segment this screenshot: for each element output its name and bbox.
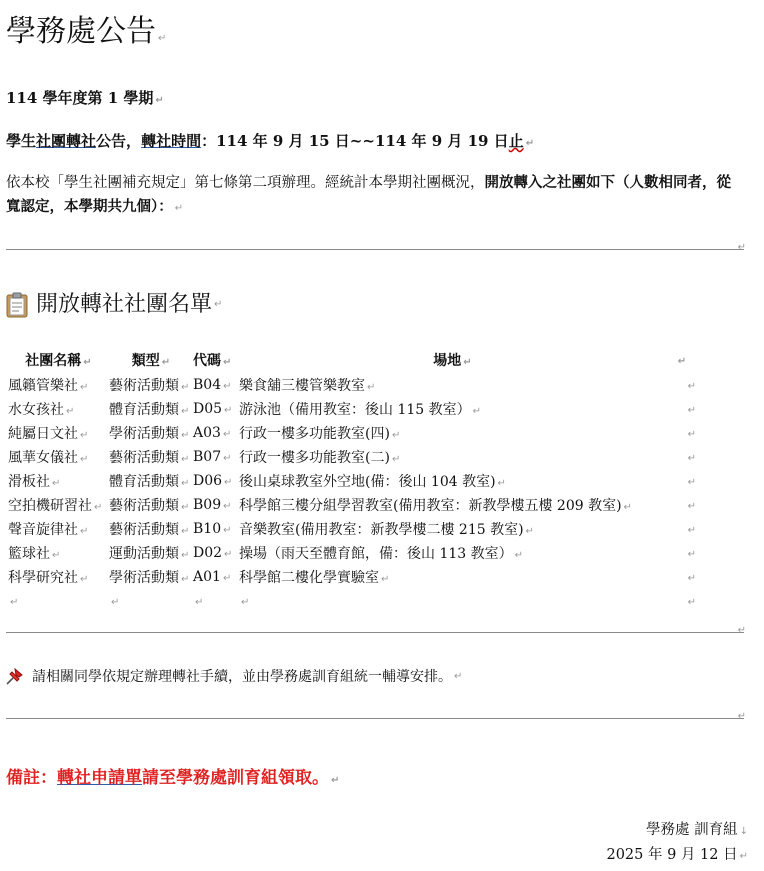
cell-mark-icon: ↵ bbox=[181, 430, 190, 441]
row-end-mark bbox=[666, 421, 696, 445]
club-venue-cell bbox=[239, 445, 666, 469]
row-end-mark-icon: ↵ bbox=[687, 573, 696, 584]
row-end-mark bbox=[666, 541, 696, 565]
paragraph-mark-icon: ↵ bbox=[214, 299, 223, 310]
club-venue-cell-text: 科學館二樓化學實驗室 bbox=[239, 570, 379, 586]
club-type-cell-text: 藝術活動類 bbox=[109, 498, 179, 514]
row-end-mark bbox=[666, 373, 696, 397]
cell-mark-icon: ↵ bbox=[224, 477, 233, 488]
transfer-notice-word: 公告 bbox=[96, 132, 127, 150]
cell-mark-icon: ↵ bbox=[111, 597, 120, 608]
semester-line bbox=[6, 87, 164, 108]
club-name-cell-text: 風籟管樂社 bbox=[8, 378, 78, 394]
cell-mark-icon: ↵ bbox=[223, 525, 232, 536]
cell-mark-icon: ↵ bbox=[83, 357, 92, 368]
club-code-cell bbox=[193, 373, 239, 397]
cell-mark-icon: ↵ bbox=[514, 550, 524, 561]
signature-date-text: 2025 年 9 月 12 日 bbox=[606, 847, 738, 863]
club-venue-cell bbox=[239, 541, 666, 565]
section-title bbox=[6, 288, 222, 322]
paragraph-mark-icon: ↵ bbox=[739, 851, 748, 862]
club-name-cell bbox=[6, 493, 109, 517]
cell-mark-icon: ↵ bbox=[80, 382, 89, 393]
row-end-mark-icon: ↵ bbox=[687, 453, 696, 464]
club-code-cell bbox=[193, 397, 239, 421]
club-name-cell bbox=[6, 373, 109, 397]
remark-line bbox=[6, 763, 339, 788]
club-name-cell-text: 聲音旋律社 bbox=[8, 522, 78, 538]
row-end-mark-icon: ↵ bbox=[687, 381, 696, 392]
cell-mark-icon: ↵ bbox=[80, 574, 89, 585]
row-end-mark bbox=[666, 397, 696, 421]
row-end-mark-icon: ↵ bbox=[687, 405, 696, 416]
club-code-cell bbox=[193, 493, 239, 517]
cell-mark-icon: ↵ bbox=[181, 406, 190, 417]
cell-mark-icon: ↵ bbox=[181, 382, 190, 393]
title-text: 學務處公告 bbox=[6, 14, 156, 49]
cell-mark-icon: ↵ bbox=[472, 406, 482, 417]
club-type-cell bbox=[109, 469, 193, 493]
club-type-cell bbox=[109, 565, 193, 589]
paragraph-mark-icon: ↵ bbox=[454, 670, 463, 682]
club-code-cell bbox=[193, 445, 239, 469]
table-row bbox=[6, 397, 696, 421]
row-end-mark-icon: ↵ bbox=[687, 477, 696, 488]
divider bbox=[6, 242, 746, 253]
club-venue-cell-text: 行政一樓多功能教室(四) bbox=[239, 426, 390, 442]
divider bbox=[6, 625, 746, 636]
cell-mark-icon: ↵ bbox=[222, 429, 232, 440]
cell-mark-icon: ↵ bbox=[52, 550, 61, 561]
empty-cell bbox=[6, 589, 109, 613]
club-venue-cell bbox=[239, 517, 666, 541]
cell-mark-icon: ↵ bbox=[224, 405, 233, 416]
club-name-cell-text: 風華女儀社 bbox=[8, 450, 78, 466]
club-code-cell bbox=[193, 421, 239, 445]
cell-mark-icon: ↵ bbox=[223, 501, 232, 512]
note-text: 請相關同學依規定辦理轉社手續，並由學務處訓育組統一輔導安排。 bbox=[32, 669, 452, 685]
cell-mark-icon: ↵ bbox=[391, 454, 401, 465]
remark-label: 備註： bbox=[6, 768, 57, 788]
club-type-cell bbox=[109, 397, 193, 421]
row-end-mark-icon: ↵ bbox=[687, 549, 696, 560]
cell-mark-icon: ↵ bbox=[687, 597, 696, 608]
club-venue-cell bbox=[239, 421, 666, 445]
row-end-mark bbox=[666, 493, 696, 517]
club-venue-cell bbox=[239, 565, 666, 589]
cell-mark-icon: ↵ bbox=[80, 454, 89, 465]
club-type-cell bbox=[109, 541, 193, 565]
transfer-club-word: 社團轉社 bbox=[36, 132, 97, 150]
paragraph-mark-icon: ↵ bbox=[158, 33, 167, 44]
club-name-cell bbox=[6, 517, 109, 541]
transfer-comma: ， bbox=[126, 132, 142, 150]
cell-mark-icon: ↵ bbox=[463, 357, 472, 368]
header-text: 代碼 bbox=[193, 353, 221, 369]
paragraph-mark-icon: ↵ bbox=[525, 138, 535, 149]
remark-form-name: 轉社申請單 bbox=[57, 768, 142, 788]
club-type-cell-text: 藝術活動類 bbox=[109, 522, 179, 538]
table-row-empty bbox=[6, 589, 696, 613]
header-text: 場地 bbox=[433, 353, 462, 369]
cell-mark-icon: ↵ bbox=[525, 526, 534, 537]
cell-mark-icon: ↵ bbox=[223, 381, 232, 392]
club-type-cell-text: 學術活動類 bbox=[109, 570, 179, 586]
cell-mark-icon: ↵ bbox=[623, 502, 632, 513]
club-name-cell bbox=[6, 541, 109, 565]
club-venue-cell bbox=[239, 373, 666, 397]
table-header-row bbox=[6, 347, 696, 373]
signature-office bbox=[646, 818, 748, 839]
club-venue-cell-text: 音樂教室(備用教室：新教學樓二樓 215 教室) bbox=[239, 522, 524, 538]
club-name-cell bbox=[6, 421, 109, 445]
semester-text: 114 學年度第 1 學期 bbox=[6, 89, 154, 107]
club-venue-cell-text: 操場（雨天至體育館，備：後山 113 教室） bbox=[239, 546, 513, 562]
club-code-cell bbox=[193, 517, 239, 541]
club-name-cell-text: 滑板社 bbox=[8, 474, 50, 490]
empty-cell bbox=[666, 589, 696, 613]
cell-mark-icon: ↵ bbox=[181, 478, 190, 489]
header-text: 社團名稱 bbox=[25, 353, 82, 369]
club-code-cell-text: D06 bbox=[193, 473, 223, 489]
club-type-cell-text: 藝術活動類 bbox=[109, 378, 179, 394]
club-code-cell bbox=[193, 541, 239, 565]
cell-mark-icon: ↵ bbox=[66, 406, 75, 417]
club-name-cell bbox=[6, 445, 109, 469]
cell-mark-icon: ↵ bbox=[195, 597, 204, 608]
club-venue-cell bbox=[239, 397, 666, 421]
header-code bbox=[193, 347, 239, 373]
cell-mark-icon: ↵ bbox=[181, 454, 190, 465]
paragraph-mark-icon: ↵ bbox=[737, 625, 746, 636]
club-venue-cell-text: 行政一樓多功能教室(二) bbox=[239, 450, 390, 466]
club-type-cell-text: 體育活動類 bbox=[109, 474, 179, 490]
club-name-cell-text: 純屬日文社 bbox=[8, 426, 78, 442]
paragraph-mark-icon: ↵ bbox=[737, 711, 746, 722]
table-row bbox=[6, 541, 696, 565]
club-code-cell-text: D02 bbox=[193, 545, 223, 561]
club-name-cell bbox=[6, 565, 109, 589]
empty-cell bbox=[109, 589, 193, 613]
club-type-cell-text: 體育活動類 bbox=[109, 402, 179, 418]
club-venue-cell bbox=[239, 493, 666, 517]
transfer-end-word: 止 bbox=[508, 132, 524, 150]
club-type-cell bbox=[109, 445, 193, 469]
club-name-cell bbox=[6, 397, 109, 421]
note-line bbox=[6, 666, 462, 686]
row-end-mark bbox=[666, 565, 696, 589]
club-code-cell-text: D05 bbox=[193, 401, 223, 417]
paragraph-mark-icon: ↓ bbox=[739, 826, 748, 837]
cell-mark-icon: ↵ bbox=[224, 549, 233, 560]
club-type-cell bbox=[109, 373, 193, 397]
cell-mark-icon: ↵ bbox=[94, 502, 103, 513]
cell-mark-icon: ↵ bbox=[391, 430, 401, 441]
intro-paragraph bbox=[6, 171, 741, 221]
paragraph-mark-icon: ↵ bbox=[174, 203, 184, 214]
club-venue-cell-text: 游泳池（備用教室：後山 115 教室） bbox=[239, 402, 471, 418]
club-venue-cell-text: 後山桌球教室外空地(備：後山 104 教室) bbox=[239, 474, 496, 490]
cell-mark-icon: ↵ bbox=[497, 478, 506, 489]
intro-plain: 依本校「學生社團補充規定」第七條第二項辦理。經統計本學期社團概況， bbox=[6, 175, 485, 191]
row-end-mark bbox=[666, 517, 696, 541]
club-name-cell-text: 水女孩社 bbox=[8, 402, 64, 418]
cell-mark-icon: ↵ bbox=[222, 573, 232, 584]
club-code-cell-text: B10 bbox=[193, 521, 222, 537]
row-end-mark bbox=[666, 445, 696, 469]
club-code-cell bbox=[193, 565, 239, 589]
signature-date bbox=[606, 843, 748, 864]
pushpin-icon bbox=[6, 667, 24, 685]
table-row bbox=[6, 565, 696, 589]
table-row bbox=[6, 493, 696, 517]
header-club-name bbox=[6, 347, 109, 373]
cell-mark-icon: ↵ bbox=[367, 382, 376, 393]
row-end-mark-icon: ↵ bbox=[687, 501, 696, 512]
empty-cell bbox=[239, 589, 666, 613]
cell-mark-icon: ↵ bbox=[52, 478, 61, 489]
paragraph-mark-icon: ↵ bbox=[155, 95, 164, 106]
club-type-cell bbox=[109, 421, 193, 445]
page-title bbox=[6, 12, 166, 59]
club-name-cell-text: 籃球社 bbox=[8, 546, 50, 562]
transfer-time-word: 轉社時間 bbox=[141, 132, 202, 150]
cell-mark-icon: ↵ bbox=[181, 574, 190, 585]
cell-mark-icon: ↵ bbox=[223, 453, 232, 464]
cell-mark-icon: ↵ bbox=[80, 430, 89, 441]
club-name-cell-text: 科學研究社 bbox=[8, 570, 78, 586]
club-code-cell-text: B09 bbox=[193, 497, 222, 513]
intro-bold: 開放轉入之社團如下（人數相同者，從寬認定，本學期共九個）： bbox=[6, 174, 731, 215]
divider bbox=[6, 711, 746, 722]
club-code-cell-text: B04 bbox=[193, 377, 222, 393]
cell-mark-icon: ↵ bbox=[10, 597, 19, 608]
table-row bbox=[6, 373, 696, 397]
cell-mark-icon: ↵ bbox=[381, 574, 390, 585]
club-type-cell-text: 學術活動類 bbox=[109, 426, 179, 442]
club-venue-cell bbox=[239, 469, 666, 493]
cell-mark-icon: ↵ bbox=[241, 597, 250, 608]
row-end-mark-icon: ↵ bbox=[687, 429, 696, 440]
club-code-cell-text: B07 bbox=[193, 449, 222, 465]
club-venue-cell-text: 科學館三樓分組學習教室(備用教室：新教學樓五樓 209 教室) bbox=[239, 498, 622, 514]
cell-mark-icon: ↵ bbox=[181, 526, 190, 537]
table-row bbox=[6, 421, 696, 445]
table-row bbox=[6, 445, 696, 469]
clipboard-icon bbox=[6, 292, 28, 318]
cell-mark-icon: ↵ bbox=[223, 357, 232, 368]
paragraph-mark-icon: ↵ bbox=[737, 242, 746, 253]
club-type-cell bbox=[109, 493, 193, 517]
transfer-prefix: 學生 bbox=[6, 132, 37, 150]
club-code-cell-text: A01 bbox=[193, 569, 221, 585]
club-type-cell-text: 藝術活動類 bbox=[109, 450, 179, 466]
table-row bbox=[6, 517, 696, 541]
header-venue bbox=[239, 347, 666, 373]
club-name-cell bbox=[6, 469, 109, 493]
cell-mark-icon: ↵ bbox=[181, 502, 190, 513]
remark-rest: 請至學務處訓育組領取。 bbox=[142, 768, 329, 788]
club-venue-cell-text: 樂食舖三樓管樂教室 bbox=[239, 378, 365, 394]
section-title-text: 開放轉社社團名單 bbox=[36, 292, 213, 317]
row-end-mark-icon: ↵ bbox=[677, 356, 687, 367]
empty-cell bbox=[193, 589, 239, 613]
club-code-cell-text: A03 bbox=[193, 425, 221, 441]
header-type bbox=[109, 347, 193, 373]
row-end-mark-icon: ↵ bbox=[687, 525, 696, 536]
row-end-mark bbox=[666, 347, 696, 373]
header-text: 類型 bbox=[131, 353, 160, 369]
club-code-cell bbox=[193, 469, 239, 493]
signature-office-text: 學務處 訓育組 bbox=[646, 822, 738, 838]
club-type-cell bbox=[109, 517, 193, 541]
club-type-cell-text: 運動活動類 bbox=[109, 546, 179, 562]
paragraph-mark-icon: ↵ bbox=[331, 775, 340, 786]
club-name-cell-text: 空拍機研習社 bbox=[8, 498, 92, 514]
table-row bbox=[6, 469, 696, 493]
cell-mark-icon: ↵ bbox=[80, 526, 89, 537]
cell-mark-icon: ↵ bbox=[161, 357, 171, 368]
transfer-time-range: ：114 年 9 月 15 日~~114 年 9 月 19 日 bbox=[201, 132, 509, 150]
row-end-mark bbox=[666, 469, 696, 493]
club-table bbox=[6, 347, 696, 613]
transfer-time-line bbox=[6, 130, 534, 151]
cell-mark-icon: ↵ bbox=[181, 550, 190, 561]
